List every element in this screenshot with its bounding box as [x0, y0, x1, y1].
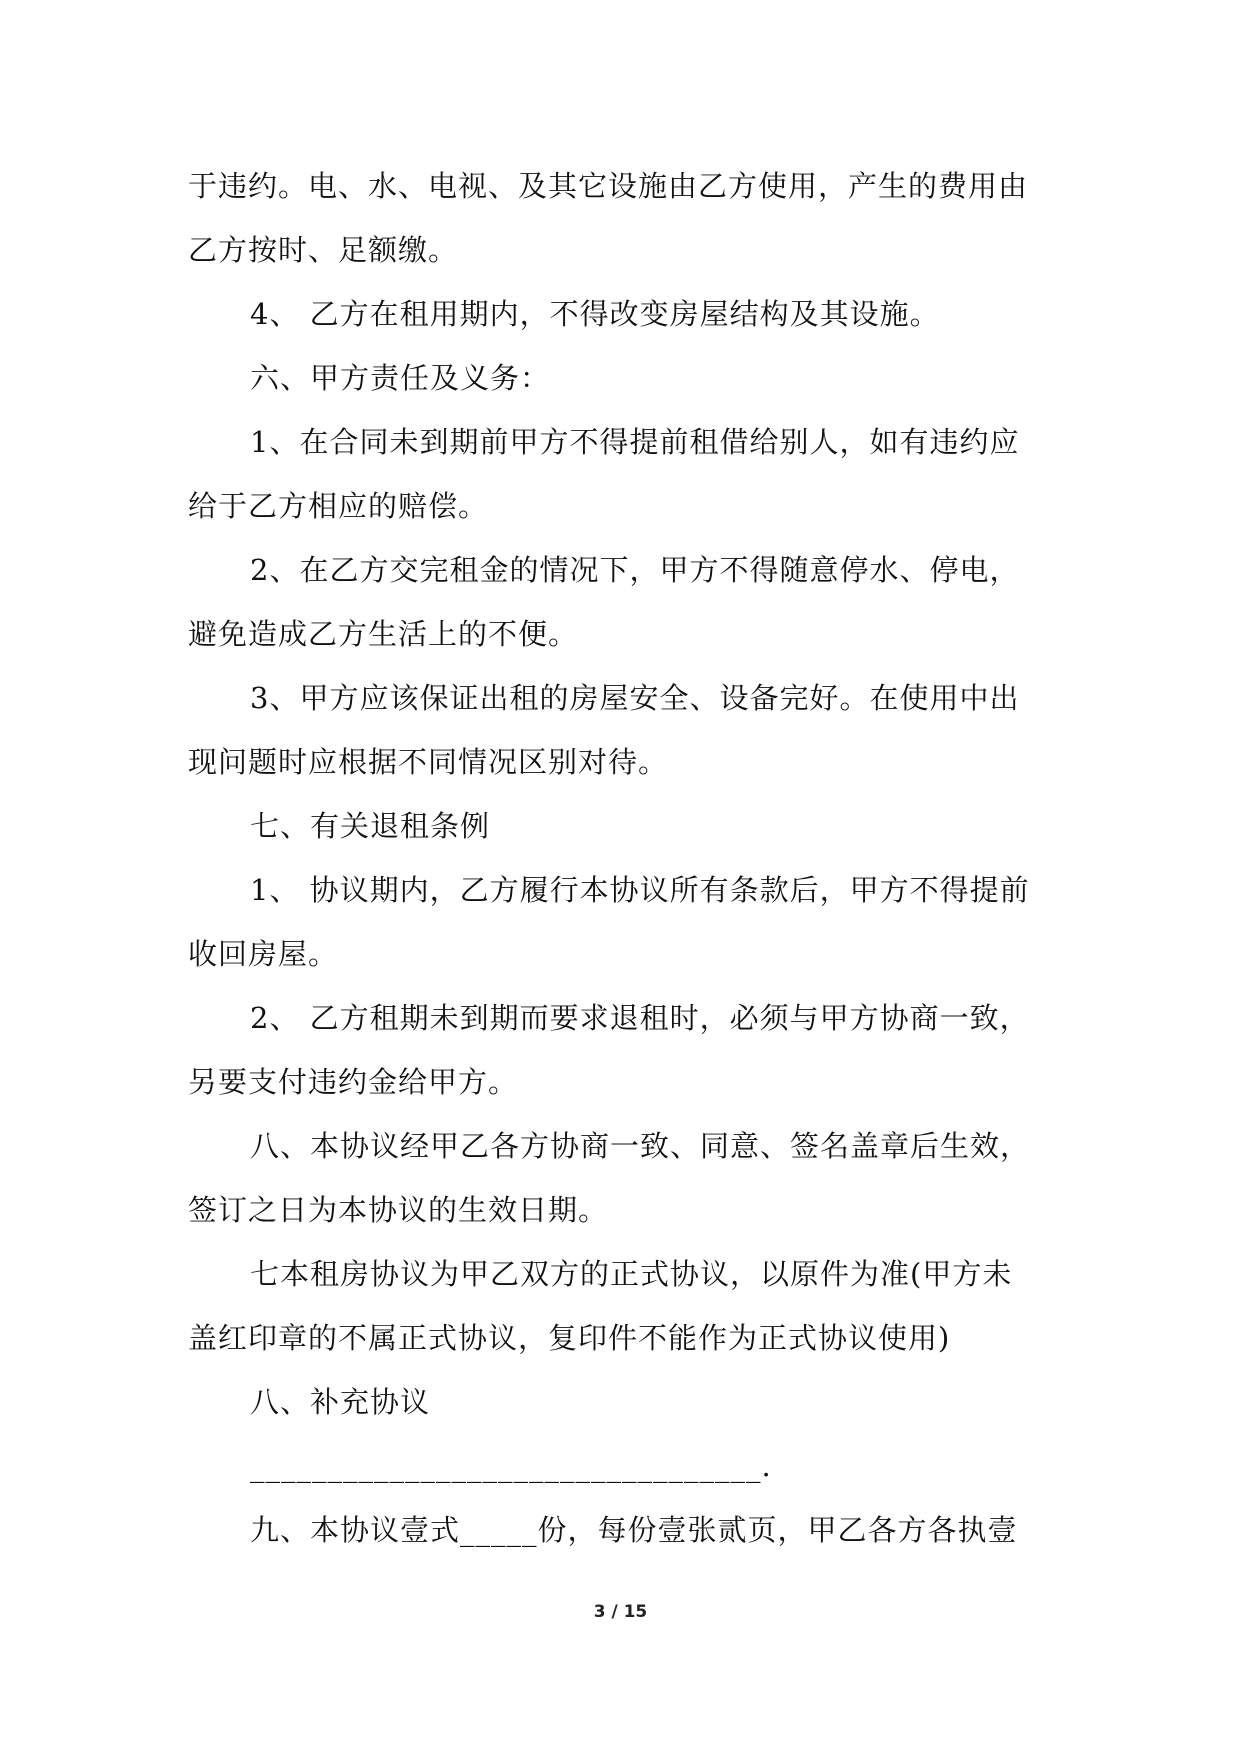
text-line: 乙方按时、足额缴。: [188, 233, 459, 267]
text-line: 八、补充协议: [250, 1385, 431, 1419]
text-line: 1、在合同未到期前甲方不得提前租借给别人，如有违约应: [250, 425, 1020, 459]
page-number: 3 / 15: [593, 1602, 648, 1622]
document-body: [188, 154, 1058, 1562]
text-line: 七本租房协议为甲乙双方的正式协议，以原件为准(甲方未: [250, 1257, 1013, 1291]
text-line: 盖红印章的不属正式协议，复印件不能作为正式协议使用): [188, 1321, 951, 1355]
text-line: 另要支付违约金给甲方。: [188, 1065, 519, 1099]
text-line: 避免造成乙方生活上的不便。: [188, 617, 579, 651]
text-line: 3、甲方应该保证出租的房屋安全、设备完好。在使用中出: [250, 681, 1020, 715]
text-line: 七、有关退租条例: [250, 809, 491, 843]
text-line: 2、在乙方交完租金的情况下，甲方不得随意停水、停电，: [250, 553, 1020, 587]
text-line: 六、甲方责任及义务：: [250, 361, 551, 395]
text-line: 签订之日为本协议的生效日期。: [188, 1193, 609, 1227]
text-line: 1、 协议期内，乙方履行本协议所有条款后，甲方不得提前: [250, 873, 1030, 907]
text-line: 收回房屋。: [188, 937, 339, 971]
text-line: 现问题时应根据不同情况区别对待。: [188, 745, 669, 779]
text-line: _________________________________.: [250, 1449, 772, 1483]
text-line: 八、本协议经甲乙各方协商一致、同意、签名盖章后生效，: [250, 1129, 1031, 1163]
text-line: 4、 乙方在租用期内，不得改变房屋结构及其设施。: [250, 297, 940, 331]
text-line: 于违约。电、水、电视、及其它设施由乙方使用，产生的费用由: [188, 169, 1029, 203]
text-line: 九、本协议壹式_____份，每份壹张贰页，甲乙各方各执壹: [250, 1513, 1018, 1547]
text-line: 给于乙方相应的赔偿。: [188, 489, 489, 523]
text-line: 2、 乙方租期未到期而要求退租时，必须与甲方协商一致，: [250, 1001, 1030, 1035]
